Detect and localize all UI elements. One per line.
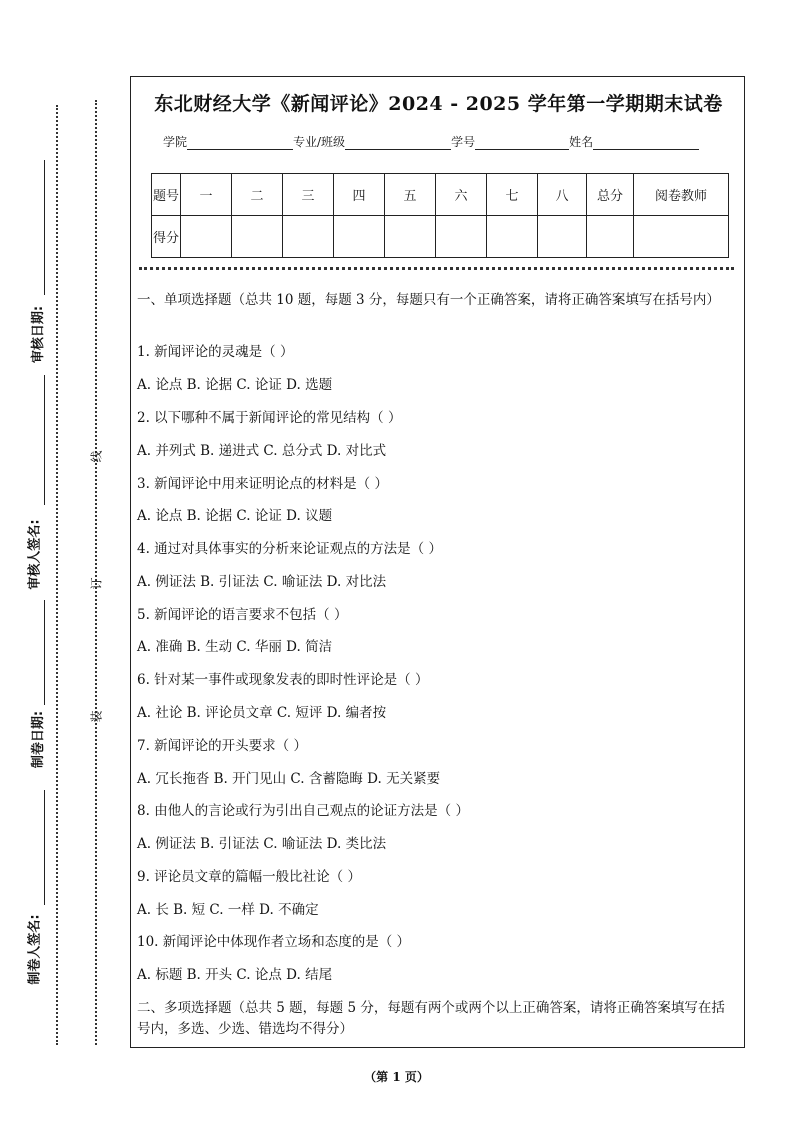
college-field[interactable] (187, 135, 293, 150)
header-cell-total: 总分 (587, 174, 634, 216)
question-10: 10. 新闻评论中体现作者立场和态度的是（ ） (137, 934, 411, 950)
exam-frame (130, 76, 745, 1048)
row-label-question-no: 题号 (152, 174, 181, 216)
question-2: 2. 以下哪种不属于新闻评论的常见结构（ ） (137, 410, 402, 426)
options-6: A. 社论 B. 评论员文章 C. 短评 D. 编者按 (137, 705, 387, 721)
score-table-header-row (152, 174, 729, 216)
score-table-score-row (152, 216, 729, 258)
header-cell-grader: 阅卷教师 (634, 174, 729, 216)
header-cell: 六 (436, 174, 487, 216)
options-8: A. 例证法 B. 引证法 C. 喻证法 D. 类比法 (137, 836, 387, 852)
header-cell: 三 (283, 174, 334, 216)
score-cell[interactable] (538, 216, 587, 258)
row-label-score: 得分 (152, 216, 181, 258)
review-date-label: 审核日期: (31, 305, 47, 364)
sidebar-line-prep-date (44, 600, 45, 705)
score-cell[interactable] (385, 216, 436, 258)
options-9: A. 长 B. 短 C. 一样 D. 不确定 (137, 902, 319, 918)
score-cell[interactable] (232, 216, 283, 258)
preparer-sign-label: 制卷人签名: (27, 914, 43, 985)
question-8: 8. 由他人的言论或行为引出自己观点的论证方法是（ ） (137, 803, 469, 819)
reviewer-sign-label: 审核人签名: (27, 519, 43, 590)
binding-mark-staple: 订 (89, 577, 104, 590)
question-9: 9. 评论员文章的篇幅一般比社论（ ） (137, 869, 361, 885)
options-10: A. 标题 B. 开头 C. 论点 D. 结尾 (137, 967, 333, 983)
question-4: 4. 通过对具体事实的分析来论证观点的方法是（ ） (137, 541, 442, 557)
score-cell[interactable] (436, 216, 487, 258)
section1-heading: 一、单项选择题（总共 10 题，每题 3 分，每题只有一个正确答案，请将正确答案填写在括号内） (137, 292, 720, 308)
score-cell[interactable] (487, 216, 538, 258)
score-cell-total[interactable] (587, 216, 634, 258)
header-cell: 二 (232, 174, 283, 216)
question-5: 5. 新闻评论的语言要求不包括（ ） (137, 607, 348, 623)
name-field[interactable] (593, 135, 699, 150)
major-label: 专业/班级 (293, 135, 346, 149)
student-id-field[interactable] (475, 135, 569, 150)
college-label: 学院 (163, 135, 188, 149)
student-id-label: 学号 (451, 135, 476, 149)
binding-mark-line: 线 (89, 450, 104, 463)
options-3: A. 论点 B. 论据 C. 论证 D. 议题 (137, 508, 333, 524)
major-field[interactable] (345, 135, 451, 150)
exam-title: 东北财经大学《新闻评论》2024 - 2025 学年第一学期期末试卷 (154, 93, 723, 115)
options-5: A. 准确 B. 生动 C. 华丽 D. 简洁 (137, 639, 333, 655)
options-4: A. 例证法 B. 引证法 C. 喻证法 D. 对比法 (137, 574, 387, 590)
options-2: A. 并列式 B. 递进式 C. 总分式 D. 对比式 (137, 443, 387, 459)
options-7: A. 冗长拖沓 B. 开门见山 C. 含蓄隐晦 D. 无关紧要 (137, 771, 441, 787)
score-cell[interactable] (334, 216, 385, 258)
binding-mark-bind: 装 (89, 710, 104, 723)
section2-heading: 二、多项选择题（总共 5 题，每题 5 分，每题有两个或两个以上正确答案，请将正确答案填写在括号内，多选、少选、错选均不得分） (137, 1000, 725, 1037)
header-cell: 七 (487, 174, 538, 216)
name-label: 姓名 (569, 135, 594, 149)
options-1: A. 论点 B. 论据 C. 论证 D. 选题 (137, 377, 333, 393)
score-table (151, 173, 729, 258)
page-number: （第 1 页） (364, 1070, 429, 1084)
question-3: 3. 新闻评论中用来证明论点的材料是（ ） (137, 476, 388, 492)
question-6: 6. 针对某一事件或现象发表的即时性评论是（ ） (137, 672, 429, 688)
header-cell: 四 (334, 174, 385, 216)
binding-dotted-line (95, 100, 97, 1045)
sidebar-line-review-date (44, 160, 45, 295)
question-7: 7. 新闻评论的开头要求（ ） (137, 738, 307, 754)
score-cell[interactable] (181, 216, 232, 258)
student-info-row (163, 133, 733, 150)
score-cell[interactable] (283, 216, 334, 258)
score-cell-grader[interactable] (634, 216, 729, 258)
dotted-separator (139, 267, 734, 270)
sidebar-line-preparer-sign (44, 790, 45, 905)
prep-date-label: 制卷日期: (31, 710, 47, 769)
header-cell: 五 (385, 174, 436, 216)
sidebar-line-reviewer-sign (44, 375, 45, 505)
header-cell: 八 (538, 174, 587, 216)
question-1: 1. 新闻评论的灵魂是（ ） (137, 344, 294, 360)
outer-dotted-line (56, 105, 58, 1045)
header-cell: 一 (181, 174, 232, 216)
